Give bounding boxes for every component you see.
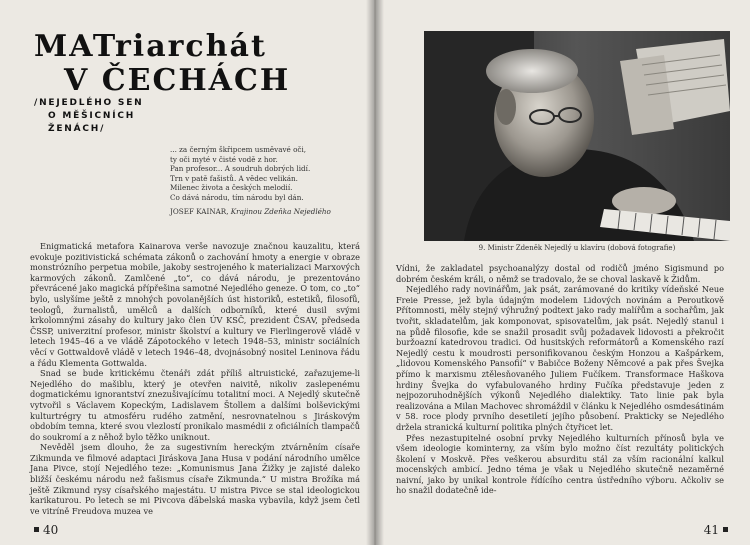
- paragraph: Vídni, že zakladatel psychoanalýzy dostal od rodičů jméno Sigismund po dobrém českém králi, o němž se tradovalo, že se choval laskavě k Židům.: [396, 263, 724, 284]
- paragraph: Snad se bude kritickému čtenáři zdát příliš altruistické, zařazujeme-li Nejedlého do mašiblu, který je otevřen naivitě, nikoliv zaslepenému dogmatickému ignorantství znezušivajícímu totalitní moci. A Nejedlý skutečně vytvořil s Václavem Kopeckým, Ladislavem Štollem a dalšími bolševickými kulturtrégry tu atmosféru rudého zatmění, nesrovnatelnou s Jiráskovým obdobím temna, které svou vlezlostí pronikalo masmédii z oficiálních tlampačů do soukromí a z něhož bylo těžko uniknout.: [30, 368, 360, 442]
- photograph-image: [424, 31, 730, 241]
- page-number-right-value: 41: [703, 523, 719, 537]
- paragraph: Přes nezastupitelné osobní prvky Nejedlého kulturních přínosů byla ve všem ideologie kominterny, za vším bylo možno číst rezultáty politických školení v Moskvě. Přes veškerou absurditu stál za vším racionální kalkul mocenských ambicí. Jedno téma je však u Nejedlého skutečně nezaměrné naivní, jako by unikal kontrole řídícího centra ústředního výboru. Ačkoliv se ho snažil dodatečně ide-: [396, 432, 724, 496]
- right-body-text: [396, 263, 724, 496]
- epigraph-line: ... za černým škřipcem usměvavé oči,: [170, 145, 307, 154]
- epigraph-line: ty oči myté v čisté vodě z hor.: [170, 154, 278, 164]
- epigraph-source-title: Krajinou Zdeňka Nejedlého: [230, 206, 331, 216]
- square-bullet-icon: [723, 527, 728, 532]
- subtitle-line-1: /NEJEDLÉHO SEN: [34, 98, 144, 108]
- epigraph-line: Trn v patě fašistů. A vědec velikán.: [170, 173, 298, 183]
- page-number-left-value: 40: [43, 523, 59, 537]
- epigraph-line: Pan profesor... A soudruh dobrých lidí.: [170, 164, 311, 174]
- page-number-right: [704, 523, 732, 537]
- epigraph-line: Milenec života a českých melodií.: [170, 183, 293, 193]
- epigraph: [170, 145, 360, 216]
- chapter-title-line-2: V ČECHÁCH: [64, 63, 291, 98]
- paragraph: Nevěděl jsem dlouho, že za sugestivním hereckým ztvárněním císaře Zikmunda ve filmové adaptaci Jiráskova Jana Husa v podání národního umělce Jana Pivce, stojí Nejedlého teze: „Komunismus Jana Žižky je zajisté daleko bližší českému národu než fašismus císaře Zikmunda.“ U mistra Brožíka má ještě Zikmund rysy císařského majestátu. U mistra Pivce se stal ideologickou karikaturou. Po letech se mi Pivcova ďábelská maska vybavila, když jsem četl ve vitríně Freudova muzea ve: [30, 442, 360, 516]
- chapter-title: [34, 29, 291, 98]
- photo-caption: 9. Ministr Zdeněk Nejedlý u klavíru (dobová fotografie): [478, 244, 676, 252]
- page-number-left: [30, 523, 58, 537]
- chapter-subtitle: [34, 97, 184, 136]
- square-bullet-icon: [34, 527, 39, 532]
- subtitle-line-2: O MĚŠICNÍCH: [48, 111, 136, 121]
- left-page: [0, 0, 374, 545]
- epigraph-line: Co dává národu, tím národu byl dán.: [170, 192, 304, 202]
- epigraph-author: JOSEF KAINAR,: [170, 206, 229, 216]
- paragraph: Enigmatická metafora Kainarova verše navozuje značnou kauzalitu, která evokuje pozitivistická schémata zákonů o zachování hmoty a energie v obraze monstrózního perpetua mobile, jakoby sestrojeného k materializaci Marxových karmových zákonů. Zamlčené „to“, co dává národu, je prezentováno převrácené jako magická přípřešina samotné Nejedlého geneze. O tom, co „to“ bylo, uslyšíme ještě z mnohých povolanějších úst historiků, estetiků, filosofů, teologů, žurnalistů, umělců a dalších odborníků, které dusil svými krkolomnými zásahy do kultury jako člen ÚV KSČ, prezident ČSAV, předseda ČSSP, univerzitní profesor, ministr školství a kultury ve Fierlingerově vládě v letech 1945–46 a ve vládě Zápotockého v letech 1948–53, ministr sociálních věcí v Gottwaldově vládě v letech 1946–48, dvojnásobný nositel Leninova řádu a řádu Klementa Gottwalda.: [30, 241, 360, 368]
- chapter-title-line-1: MATriarchát: [34, 29, 267, 64]
- photograph: [424, 31, 730, 241]
- epigraph-source: [170, 207, 360, 217]
- right-page: [376, 0, 750, 545]
- paragraph: Nejedlého rady novinářům, jak psát, zarámované do kritiky vídeňské Neue Freie Presse, jež byla údajným modelem Lidových novinám a Peroutkově Přítomnosti, měly stejný výhružný podtext jako rady malířům a sochařům, jak tvořit, skladatelům, jak komponovat, spisovatelům, jak psát. Nejedlý stanul i na půdě filosofie, kde se snažil prosadit svůj požadavek lidovosti a překročit buržoazní katedrovou tradici. Od husitských reformátorů a Komenského razí Nejedlý cestu k moudrosti personifikovanou českým Honzou a Kašpárkem, „lidovou Komenského Pansofií“ v Babičce Boženy Němcové a pak přes Švejka přímo k marxismu ztělesňovaného Juliem Fučíkem. Transformace Haškova hrdiny Švejka do vyfabulovaného hrdiny Fučíka představuje jeden z nejpozoruhodnějších výkonů Nejedlého dialektiky. Tato linie pak byla realizována a Milan Machovec shromáždil v článku k Nejedlého osmdesátinám v 58. roce plody prvního desetiletí jejího působení. Prakticky se Nejedlého držela stranická kulturní politika plných čtyřicet let.: [396, 284, 724, 432]
- subtitle-line-3: ŽENÁCH/: [48, 124, 106, 134]
- left-body-text: [30, 241, 360, 516]
